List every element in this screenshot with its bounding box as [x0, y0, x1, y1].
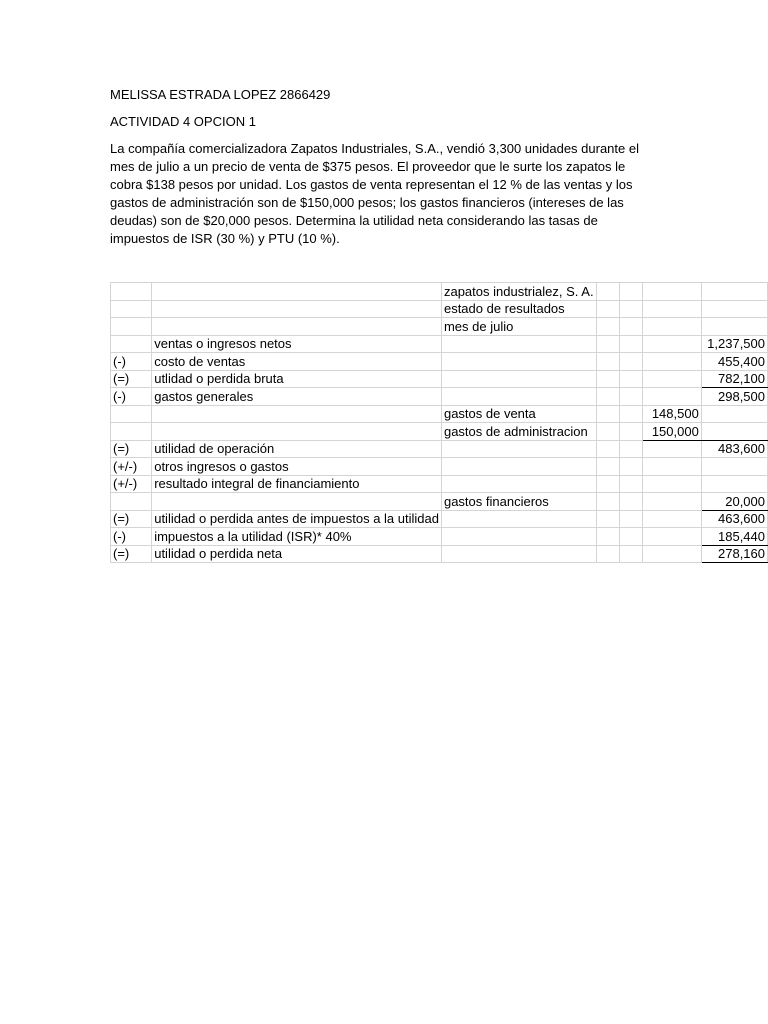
row-sublabel	[441, 440, 596, 458]
row-sublabel	[441, 528, 596, 546]
empty-cell	[596, 405, 619, 423]
empty-cell	[619, 388, 642, 406]
partial-amount	[643, 545, 702, 563]
table-row	[111, 493, 768, 511]
empty-cell	[619, 510, 642, 528]
table-row	[111, 283, 768, 301]
total-amount	[701, 318, 767, 336]
row-sign	[111, 300, 152, 318]
row-sign: (=)	[111, 370, 152, 388]
empty-cell	[596, 510, 619, 528]
empty-cell	[596, 283, 619, 301]
row-label: otros ingresos o gastos	[152, 458, 442, 476]
partial-amount	[643, 370, 702, 388]
row-label: impuestos a la utilidad (ISR)* 40%	[152, 528, 442, 546]
row-sign: (=)	[111, 510, 152, 528]
row-sign	[111, 283, 152, 301]
empty-cell	[596, 300, 619, 318]
row-sublabel: gastos financieros	[441, 493, 596, 511]
empty-cell	[619, 458, 642, 476]
row-sublabel	[441, 353, 596, 371]
row-label: utilidad de operación	[152, 440, 442, 458]
empty-cell	[619, 405, 642, 423]
table-row	[111, 528, 768, 546]
total-amount: 483,600	[701, 440, 767, 458]
partial-amount	[643, 335, 702, 353]
total-amount	[701, 423, 767, 441]
row-label	[152, 300, 442, 318]
total-amount	[701, 405, 767, 423]
empty-cell	[596, 440, 619, 458]
row-sign: (=)	[111, 545, 152, 563]
table-row	[111, 318, 768, 336]
empty-cell	[619, 528, 642, 546]
empty-cell	[596, 458, 619, 476]
partial-amount	[643, 300, 702, 318]
table-row	[111, 440, 768, 458]
empty-cell	[596, 423, 619, 441]
empty-cell	[619, 493, 642, 511]
total-amount: 185,440	[701, 528, 767, 546]
row-label	[152, 283, 442, 301]
row-sublabel	[441, 475, 596, 493]
partial-amount	[643, 388, 702, 406]
empty-cell	[596, 370, 619, 388]
row-sublabel	[441, 545, 596, 563]
partial-amount	[643, 475, 702, 493]
row-sign	[111, 335, 152, 353]
partial-amount: 148,500	[643, 405, 702, 423]
total-amount	[701, 458, 767, 476]
partial-amount	[643, 318, 702, 336]
table-row	[111, 370, 768, 388]
table-row	[111, 423, 768, 441]
row-label: gastos generales	[152, 388, 442, 406]
empty-cell	[596, 475, 619, 493]
empty-cell	[619, 423, 642, 441]
partial-amount	[643, 510, 702, 528]
total-amount	[701, 475, 767, 493]
row-sublabel	[441, 335, 596, 353]
table-row	[111, 545, 768, 563]
total-amount: 782,100	[701, 370, 767, 388]
row-sublabel: zapatos industrialez, S. A.	[441, 283, 596, 301]
row-label: utlidad o perdida bruta	[152, 370, 442, 388]
row-sign	[111, 493, 152, 511]
table-row	[111, 458, 768, 476]
row-label	[152, 405, 442, 423]
table-row	[111, 510, 768, 528]
total-amount: 278,160	[701, 545, 767, 563]
table-row	[111, 353, 768, 371]
empty-cell	[596, 528, 619, 546]
row-sublabel: gastos de administracion	[441, 423, 596, 441]
row-sublabel: mes de julio	[441, 318, 596, 336]
row-sign: (-)	[111, 388, 152, 406]
row-sublabel	[441, 510, 596, 528]
row-label: utilidad o perdida antes de impuestos a la utilidad	[152, 510, 442, 528]
activity-title: ACTIVIDAD 4 OPCION 1	[110, 114, 256, 129]
row-sublabel: estado de resultados	[441, 300, 596, 318]
empty-cell	[619, 353, 642, 371]
income-statement-table	[110, 282, 768, 563]
empty-cell	[619, 300, 642, 318]
table-row	[111, 475, 768, 493]
partial-amount: 150,000	[643, 423, 702, 441]
total-amount: 20,000	[701, 493, 767, 511]
table-row	[111, 335, 768, 353]
row-label: utilidad o perdida neta	[152, 545, 442, 563]
row-sign: (=)	[111, 440, 152, 458]
empty-cell	[619, 318, 642, 336]
row-sign	[111, 318, 152, 336]
partial-amount	[643, 493, 702, 511]
total-amount: 455,400	[701, 353, 767, 371]
problem-statement: La compañía comercializadora Zapatos Industriales, S.A., vendió 3,300 unidades durante el mes de julio a un precio de venta de $375 pesos. El proveedor que le surte los zapatos le cobra $138 pesos por unidad. Los gastos de venta representan el 12 % de las ventas y los gastos de administración son de $150,000 pesos; los gastos financieros (intereses de las deudas) son de $20,000 pesos. Determina la utilidad neta considerando las tasas de impuestos de ISR (30 %) y PTU (10 %).	[110, 141, 639, 246]
total-amount: 463,600	[701, 510, 767, 528]
row-label	[152, 423, 442, 441]
empty-cell	[596, 388, 619, 406]
table-row	[111, 388, 768, 406]
row-sign	[111, 405, 152, 423]
empty-cell	[596, 353, 619, 371]
empty-cell	[619, 283, 642, 301]
row-sign: (-)	[111, 528, 152, 546]
row-label: resultado integral de financiamiento	[152, 475, 442, 493]
empty-cell	[596, 335, 619, 353]
row-sign	[111, 423, 152, 441]
row-label	[152, 493, 442, 511]
row-sublabel	[441, 370, 596, 388]
partial-amount	[643, 528, 702, 546]
row-sign: (-)	[111, 353, 152, 371]
table-row	[111, 405, 768, 423]
row-sign: (+/-)	[111, 458, 152, 476]
row-sublabel	[441, 458, 596, 476]
partial-amount	[643, 353, 702, 371]
total-amount: 298,500	[701, 388, 767, 406]
row-sublabel: gastos de venta	[441, 405, 596, 423]
row-label: costo de ventas	[152, 353, 442, 371]
row-sublabel	[441, 388, 596, 406]
total-amount	[701, 300, 767, 318]
empty-cell	[596, 318, 619, 336]
partial-amount	[643, 283, 702, 301]
total-amount: 1,237,500	[701, 335, 767, 353]
empty-cell	[619, 545, 642, 563]
partial-amount	[643, 440, 702, 458]
empty-cell	[596, 545, 619, 563]
author-line: MELISSA ESTRADA LOPEZ 2866429	[110, 87, 331, 102]
partial-amount	[643, 458, 702, 476]
empty-cell	[619, 440, 642, 458]
table-row	[111, 300, 768, 318]
empty-cell	[619, 475, 642, 493]
empty-cell	[619, 335, 642, 353]
empty-cell	[596, 493, 619, 511]
row-sign: (+/-)	[111, 475, 152, 493]
row-label: ventas o ingresos netos	[152, 335, 442, 353]
row-label	[152, 318, 442, 336]
total-amount	[701, 283, 767, 301]
empty-cell	[619, 370, 642, 388]
